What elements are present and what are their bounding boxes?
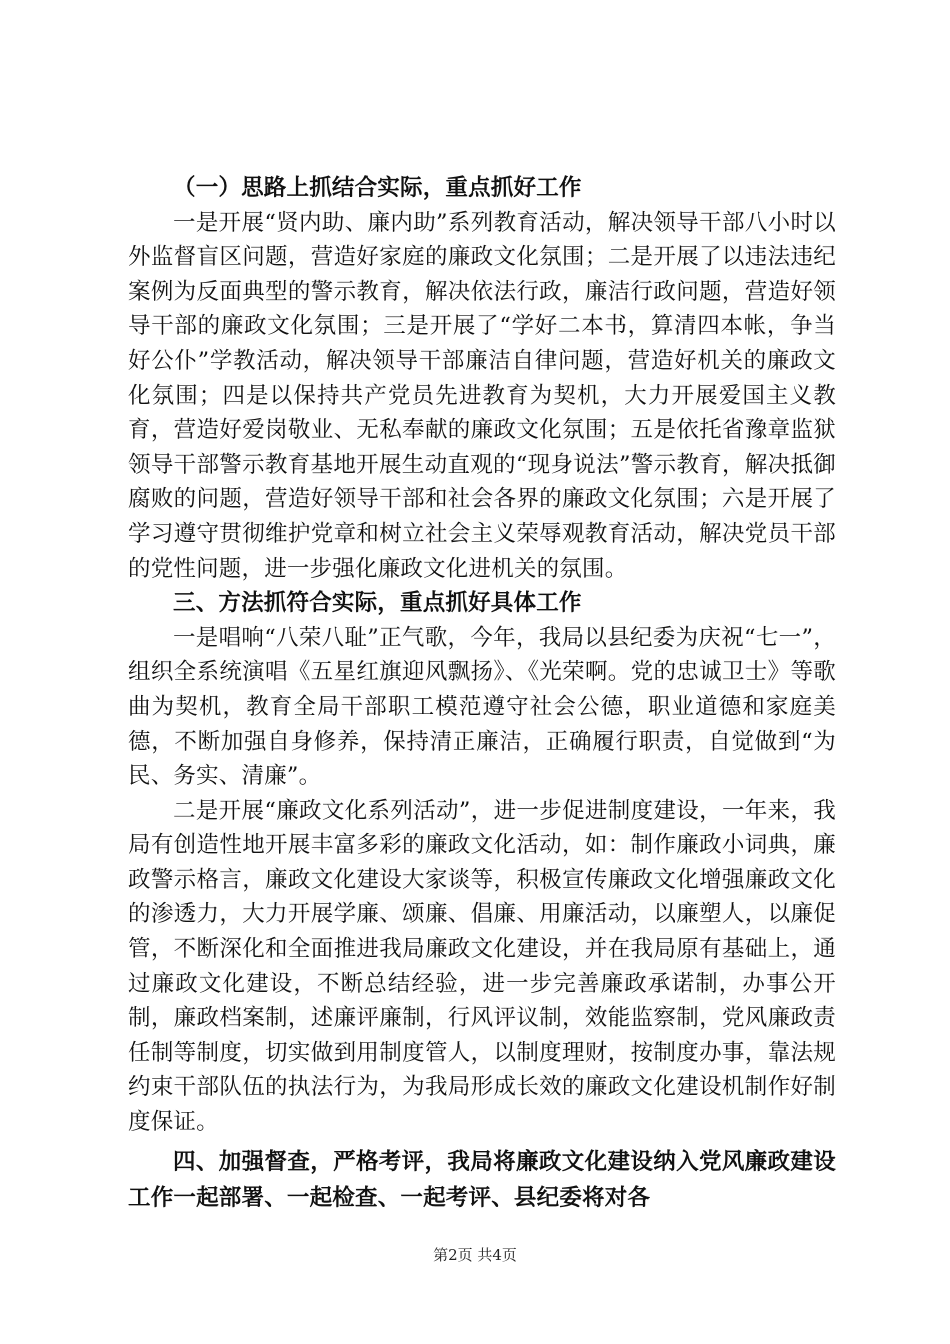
paragraph-six-activities: 一是开展“贤内助、廉内助”系列教育活动，解决领导干部八小时以外监督盲区问题，营造好家庭的廉政文化氛围；二是开展了以违法违纪案例为反面典型的警示教育，解决依法行政，廉洁行政问题，营造好领导干部的廉政文化氛围；三是开展了“学好二本书，算清四本帐，争当好公仆”学教活动，解决领导干部廉洁自律问题，营造好机关的廉政文化氛围；四是以保持共产党员先进教育为契机，大力开展爱国主义教育，营造好爱岗敬业、无私奉献的廉政文化氛围；五是依托省豫章监狱领导干部警示教育基地开展生动直观的“现身说法”警示教育，解决抵御腐败的问题，营造好领导干部和社会各界的廉政文化氛围；六是开展了学习遵守贯彻维护党章和树立社会主义荣辱观教育活动，解决党员干部的党性问题，进一步强化廉政文化进机关的氛围。 (128, 209, 836, 582)
section-heading-thinking: （一）思路上抓结合实际，重点抓好工作 (173, 175, 582, 201)
paragraph-supervision: 四、加强督查，严格考评，我局将廉政文化建设纳入党风廉政建设工作一起部署、一起检查、一起考评、县纪委将对各 (128, 1148, 836, 1211)
paragraph-culture-activities: 二是开展“廉政文化系列活动”，进一步促进制度建设，一年来，我局有创造性地开展丰富多彩的廉政文化活动，如：制作廉政小词典，廉政警示格言，廉政文化建设大家谈等，积极宣传廉政文化增强廉政文化的渗透力，大力开展学廉、颂廉、倡廉、用廉活动，以廉塑人，以廉促管，不断深化和全面推进我局廉政文化建设，并在我局原有基础上，通过廉政文化建设，不断总结经验，进一步完善廉政承诺制，办事公开制，廉政档案制，述廉评廉制，行风评议制，效能监察制，党风廉政责任制等制度，切实做到用制度管人，以制度理财，按制度办事，靠法规约束干部队伍的执法行为，为我局形成长效的廉政文化建设机制作好制度保证。 (128, 797, 836, 1136)
paragraph-eight-honors: 一是唱响“八荣八耻”正气歌，今年，我局以县纪委为庆祝“七一”，组织全系统演唱《五星红旗迎风飘扬》、《光荣啊。党的忠诚卫士》等歌曲为契机，教育全局干部职工模范遵守社会公德，职业道德和家庭美德，不断加强自身修养，保持清正廉洁，正确履行职责，自觉做到“为民、务实、清廉”。 (128, 624, 836, 790)
document-body (128, 171, 836, 1216)
section-heading-methods: 三、方法抓符合实际，重点抓好具体工作 (173, 590, 582, 617)
page-number-footer: 第2页 共4页 (433, 1246, 517, 1264)
